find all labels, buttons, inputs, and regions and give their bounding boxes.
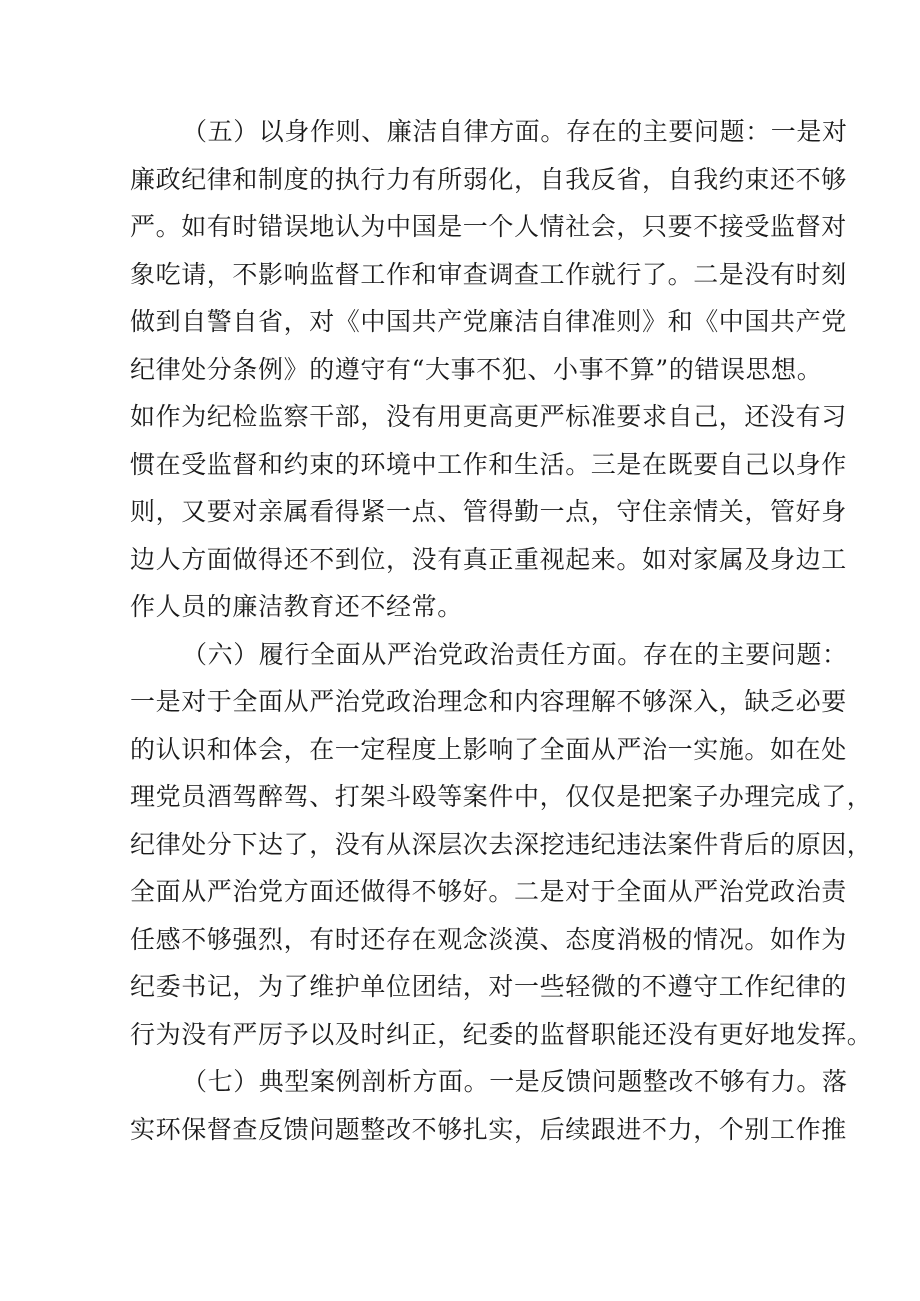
text-line: （五）以身作则、廉洁自律方面。存在的主要问题：一是对 [182,117,848,146]
text-line: 边人方面做得还不到位，没有真正重视起来。如对家属及身边工 [130,544,847,574]
text-line: （六）履行全面从严治党政治责任方面。存在的主要问题： [182,639,848,669]
paragraph-section-5 [130,108,848,631]
text-line: 一是对于全面从严治党政治理念和内容理解不够深入，缺乏必要 [130,687,847,716]
text-line: 理党员酒驾醉驾、打架斗殴等案件中，仅仅是把案子办理完成了， [130,782,873,811]
text-line: 实环保督查反馈问题整改不够扎实，后续跟进不力，个别工作推 [130,1114,847,1144]
text-line: 如作为纪检监察干部，没有用更高更严标准要求自己，还没有习 [130,402,847,431]
text-line: 作人员的廉洁教育还不经常。 [130,592,463,621]
text-line: 做到自警自省，对《中国共产党廉洁自律准则》和《中国共产党 [130,307,847,336]
text-line: 任感不够强烈，有时还存在观念淡漠、态度消极的情况。如作为 [130,924,847,954]
text-line: 则，又要对亲属看得紧一点、管得勤一点，守住亲情关，管好身 [130,497,847,526]
document-body [130,108,873,1153]
text-line: 纪委书记，为了维护单位团结，对一些轻微的不遵守工作纪律的 [130,972,847,1001]
text-line: 全面从严治党方面还做得不够好。二是对于全面从严治党政治责 [130,877,847,906]
text-line: 严。如有时错误地认为中国是一个人情社会，只要不接受监督对 [130,212,847,241]
text-line: 纪律处分下达了，没有从深层次去深挖违纪违法案件背后的原因， [130,829,873,859]
paragraph-section-7 [130,1058,848,1153]
text-line: 象吃请，不影响监督工作和审查调查工作就行了。二是没有时刻 [130,259,847,289]
text-line: 惯在受监督和约束的环境中工作和生活。三是在既要自己以身作 [130,449,847,479]
text-line: 纪律处分条例》的遵守有“大事不犯、小事不算”的错误思想。 [130,354,823,384]
text-line: 行为没有严厉予以及时纠正，纪委的监督职能还没有更好地发挥。 [130,1019,873,1049]
text-line: （七）典型案例剖析方面。一是反馈问题整改不够有力。落 [182,1067,848,1096]
text-line: 的认识和体会，在一定程度上影响了全面从严治一实施。如在处 [130,734,847,764]
paragraph-section-6 [130,631,873,1059]
text-line: 廉政纪律和制度的执行力有所弱化，自我反省，自我约束还不够 [130,164,847,194]
